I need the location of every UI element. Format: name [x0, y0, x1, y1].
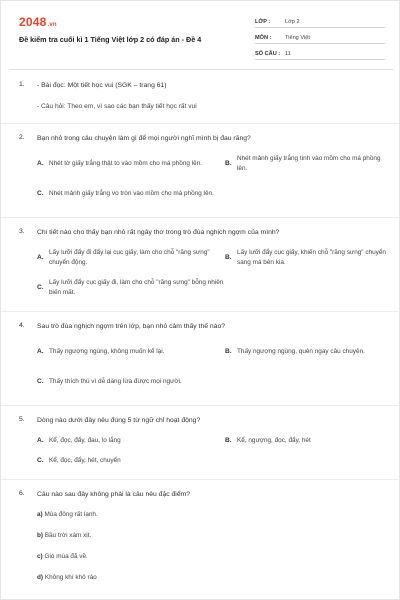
- answer-item-d[interactable]: [37, 573, 387, 583]
- option-text: Thấy ngượng ngùng, quên ngay câu chuyện.: [237, 348, 365, 355]
- options: [37, 154, 387, 214]
- document-title: Đề kiểm tra cuối kì 1 Tiếng Việt lớp 2 có đáp án - Đề 4: [19, 35, 202, 44]
- options: [37, 436, 387, 476]
- question-text: Câu nào sau đây không phải là câu nêu đặc điểm?: [37, 491, 191, 498]
- option-b[interactable]: [225, 154, 391, 174]
- option-letter: B.: [225, 160, 232, 167]
- option-text: Thấy thích thú vì dễ dàng lừa được mọi người.: [49, 378, 182, 385]
- question-text: Sau trò đùa nghịch ngợm trên lớp, bạn nhỏ cảm thấy thế nào?: [37, 323, 226, 330]
- question-text: Bạn nhỏ trong câu chuyện làm gì để mọi người nghĩ mình bị đau răng?: [37, 135, 251, 142]
- logo-suffix: .vn: [47, 22, 57, 28]
- option-letter: B.: [225, 254, 232, 261]
- question-3: [19, 228, 387, 308]
- answer-item-b[interactable]: [37, 531, 387, 541]
- question-number: 3.: [19, 228, 25, 235]
- option-letter: A.: [37, 348, 44, 355]
- option-text: Kể, đọc, đẩy, đau, lo lắng: [49, 437, 121, 444]
- option-text: Nhét mảnh giấy trắng tinh vào mồm cho má phồng lên.: [237, 155, 381, 172]
- options: [37, 248, 387, 308]
- logo-main: 2048: [19, 15, 47, 29]
- item-letter: b): [37, 532, 44, 539]
- option-letter: B.: [225, 348, 232, 355]
- question-separator: [1, 112, 400, 124]
- item-text: Mùa đông rất lạnh.: [44, 511, 98, 518]
- option-letter: C.: [37, 457, 44, 464]
- meta-key: LỚP :: [255, 19, 271, 25]
- question-line: - Câu hỏi: Theo em, vì sao các bạn thấy tiết học rất vui: [37, 103, 197, 110]
- option-b[interactable]: [225, 436, 391, 446]
- question-number: 1.: [19, 81, 25, 88]
- question-separator: [1, 402, 400, 406]
- option-c[interactable]: [37, 184, 225, 204]
- answer-item-c[interactable]: [37, 552, 387, 562]
- option-letter: A.: [37, 160, 44, 167]
- question-4: [19, 322, 387, 402]
- option-c[interactable]: [37, 372, 225, 392]
- option-text: Nhét mảnh giấy trắng vo tròn vào mồm cho má phồng lên.: [49, 190, 214, 197]
- meta-value: Tiếng Việt: [285, 35, 310, 41]
- option-text: Nhét tờ giấy trắng thật to vào mồm cho má phồng lên.: [49, 160, 203, 167]
- option-text: Kể, đọc, đẩy, hét, chuyển: [49, 457, 121, 464]
- item-text: Gió mùa đã về.: [44, 553, 88, 560]
- meta-key: SỐ CÂU :: [255, 51, 281, 57]
- option-text: Lấy lưỡi đẩy cục giấy đi, làm cho chỗ "răng sưng" bỗng nhiên biến mất.: [49, 279, 224, 296]
- question-2: [19, 134, 387, 214]
- option-letter: C.: [37, 190, 44, 197]
- meta-row-subject: [255, 31, 385, 44]
- question-number: 6.: [19, 490, 25, 497]
- header-divider: [9, 69, 393, 70]
- question-number: 5.: [19, 416, 25, 423]
- option-a[interactable]: [37, 154, 225, 174]
- answer-item-a[interactable]: [37, 510, 387, 520]
- option-a[interactable]: [37, 436, 225, 446]
- question-number: 4.: [19, 322, 25, 329]
- question-text: Dòng nào dưới đây nêu đúng 5 từ ngữ chỉ hoạt động?: [37, 417, 201, 424]
- item-letter: c): [37, 553, 43, 560]
- option-text: Lấy lưỡi đẩy đi đẩy lại cục giấy, làm cho chỗ "răng sưng" chuyển động.: [49, 249, 210, 266]
- item-letter: d): [37, 574, 44, 581]
- question-separator: [1, 476, 400, 480]
- option-b[interactable]: [225, 248, 391, 268]
- question-number: 2.: [19, 134, 25, 141]
- item-letter: a): [37, 511, 43, 518]
- question-6: [19, 490, 387, 583]
- document-header: [19, 15, 385, 63]
- question-5: [19, 416, 387, 476]
- item-text: Không khí khô ráo: [44, 574, 97, 581]
- item-text: Bầu trời xám xịt.: [44, 532, 92, 539]
- question-list: [19, 81, 387, 594]
- meta-info: [255, 15, 385, 63]
- option-c[interactable]: [37, 456, 225, 466]
- meta-row-class: [255, 15, 385, 28]
- question-1: [19, 81, 387, 112]
- option-letter: A.: [37, 254, 44, 261]
- meta-key: MÔN :: [255, 35, 272, 41]
- option-text: Kể, ngượng, đọc, đẩy, hét: [237, 437, 311, 444]
- question-separator: [1, 214, 400, 218]
- option-letter: A.: [37, 437, 44, 444]
- option-a[interactable]: [37, 342, 225, 362]
- question-text: Chi tiết nào cho thấy bạn nhỏ rất ngây thơ trong trò đùa nghịch ngợm của mình?: [37, 229, 280, 236]
- option-text: Lấy lưỡi đẩy cục giấy, khiến chỗ "răng sưng" chuyển sang má bên kia.: [237, 249, 386, 266]
- site-logo[interactable]: [19, 15, 57, 29]
- option-letter: B.: [225, 437, 232, 444]
- answer-list: [37, 510, 387, 583]
- option-letter: C.: [37, 284, 44, 291]
- option-letter: C.: [37, 378, 44, 385]
- options: [37, 342, 387, 402]
- question-separator: [1, 308, 400, 312]
- meta-value: 11: [285, 51, 291, 57]
- meta-row-count: [255, 47, 385, 60]
- meta-value: Lớp 2: [285, 19, 300, 25]
- option-text: Thấy ngượng ngùng, không muốn kể lại.: [49, 348, 165, 355]
- option-a[interactable]: [37, 248, 225, 268]
- question-line: - Bài đọc: Một tiết học vui (SGK – trang 61): [37, 82, 167, 89]
- option-c[interactable]: [37, 278, 225, 298]
- option-b[interactable]: [225, 342, 391, 362]
